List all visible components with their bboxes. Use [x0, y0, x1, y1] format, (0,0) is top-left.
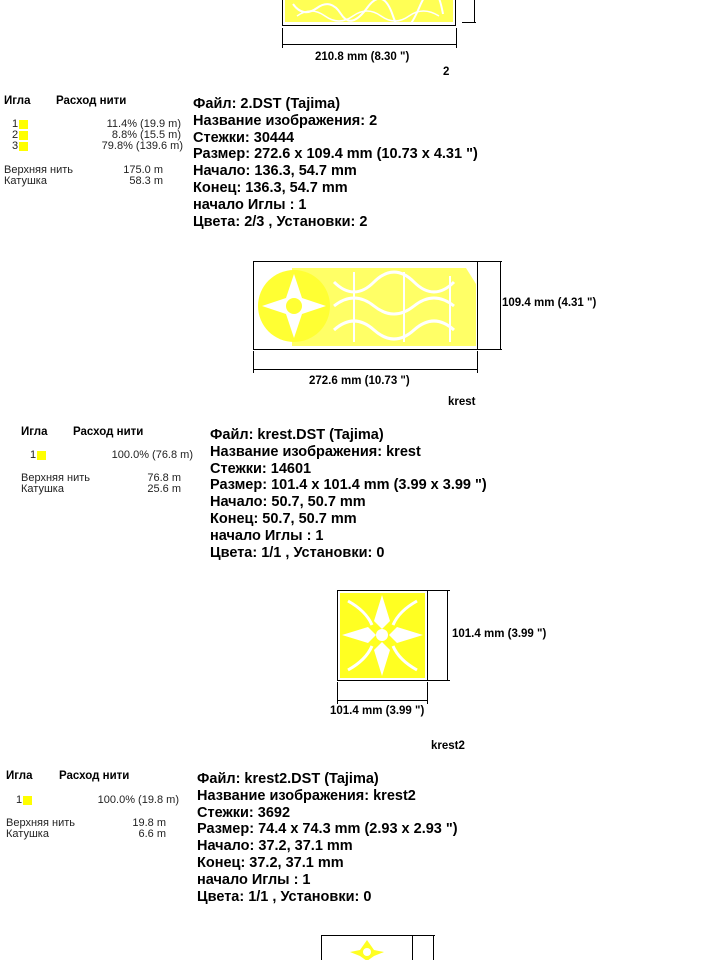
next-design-name: krest	[448, 396, 476, 408]
design-size: Размер: 101.4 x 101.4 mm (3.99 x 3.99 ")	[210, 477, 487, 494]
file-name: Файл: 2.DST (Tajima)	[193, 96, 341, 112]
design-size: Размер: 272.6 x 109.4 mm (10.73 x 4.31 ")	[193, 146, 478, 163]
embroidery-pattern	[283, 0, 456, 26]
colors-settings: Цвета: 1/1 , Установки: 0	[197, 888, 372, 905]
design-size: Размер: 74.4 x 74.3 mm (2.93 x 2.93 ")	[197, 821, 458, 838]
bobbin-value: 25.6 m	[147, 483, 181, 495]
needle-consumption: 79.8% (139.6 m)	[101, 140, 183, 152]
file-info	[193, 96, 478, 230]
consumption-header: Расход нити	[73, 426, 144, 438]
needle-consumption: 100.0% (76.8 m)	[111, 449, 193, 461]
bobbin-label: Катушка	[21, 483, 64, 495]
width-dimension: 272.6 mm (10.73 ")	[309, 375, 410, 387]
colors-settings: Цвета: 1/1 , Установки: 0	[210, 544, 385, 561]
upper-thread-label: Верхняя нить	[21, 472, 90, 484]
needle-number: 1	[16, 794, 23, 806]
needle-number: 1	[30, 449, 37, 461]
needle-consumption: 8.8% (15.5 m)	[111, 129, 181, 141]
embroidery-preview	[253, 261, 478, 350]
color-swatch	[37, 451, 46, 460]
upper-thread-value: 76.8 m	[147, 472, 181, 484]
height-dimension: 101.4 mm (3.99 ")	[452, 628, 547, 640]
embroidery-preview	[321, 935, 413, 960]
needle-consumption: 100.0% (19.8 m)	[97, 794, 179, 806]
bobbin-value: 6.6 m	[138, 828, 166, 840]
image-name: Название изображения: krest	[210, 443, 421, 460]
colors-settings: Цвета: 2/3 , Установки: 2	[193, 213, 368, 230]
consumption-header: Расход нити	[56, 95, 127, 107]
upper-thread-value: 175.0 m	[123, 164, 163, 176]
needle-row	[30, 449, 46, 461]
bobbin-value: 58.3 m	[129, 175, 163, 187]
needle-number: 1	[12, 118, 19, 130]
image-name: Название изображения: krest2	[197, 787, 416, 804]
image-name: Название изображения: 2	[193, 112, 378, 129]
width-dimension: 210.8 mm (8.30 ")	[315, 51, 410, 63]
start-point: Начало: 136.3, 54.7 mm	[193, 163, 357, 180]
start-point: Начало: 50.7, 50.7 mm	[210, 494, 366, 511]
needle-row	[16, 794, 32, 806]
end-point: Конец: 136.3, 54.7 mm	[193, 179, 348, 196]
end-point: Конец: 50.7, 50.7 mm	[210, 510, 357, 527]
next-design-name: 2	[443, 66, 450, 78]
embroidery-pattern	[338, 591, 427, 680]
embroidery-preview	[337, 590, 428, 681]
upper-thread-label: Верхняя нить	[6, 817, 75, 829]
stitch-count: Стежки: 30444	[193, 129, 295, 146]
end-point: Конец: 37.2, 37.1 mm	[197, 854, 344, 871]
start-needle: начало Иглы : 1	[197, 871, 311, 888]
file-info	[197, 771, 458, 905]
file-info	[210, 427, 487, 561]
needle-header: Игла	[4, 95, 31, 107]
embroidery-preview	[282, 0, 456, 26]
start-needle: начало Иглы : 1	[193, 196, 307, 213]
upper-thread-value: 19.8 m	[132, 817, 166, 829]
consumption-header: Расход нити	[59, 770, 130, 782]
next-design-name: krest2	[431, 740, 465, 752]
upper-thread-label: Верхняя нить	[4, 164, 73, 176]
height-dimension: 109.4 mm (4.31 ")	[502, 297, 597, 309]
needle-row	[12, 140, 28, 152]
embroidery-pattern	[322, 936, 412, 960]
start-needle: начало Иглы : 1	[210, 527, 324, 544]
needle-consumption: 11.4% (19.9 m)	[106, 118, 181, 130]
needle-header: Игла	[6, 770, 33, 782]
color-swatch	[19, 142, 28, 151]
file-name: Файл: krest.DST (Tajima)	[210, 427, 384, 443]
file-name: Файл: krest2.DST (Tajima)	[197, 771, 379, 787]
width-dimension: 101.4 mm (3.99 ")	[330, 705, 425, 717]
stitch-count: Стежки: 14601	[210, 460, 312, 477]
needle-number: 2	[12, 129, 19, 141]
start-point: Начало: 37.2, 37.1 mm	[197, 838, 353, 855]
color-swatch	[19, 120, 28, 129]
needle-number: 3	[12, 140, 19, 152]
needle-header: Игла	[21, 426, 48, 438]
stitch-count: Стежки: 3692	[197, 804, 291, 821]
bobbin-label: Катушка	[6, 828, 49, 840]
color-swatch	[23, 796, 32, 805]
color-swatch	[19, 131, 28, 140]
embroidery-pattern	[254, 262, 477, 349]
bobbin-label: Катушка	[4, 175, 47, 187]
